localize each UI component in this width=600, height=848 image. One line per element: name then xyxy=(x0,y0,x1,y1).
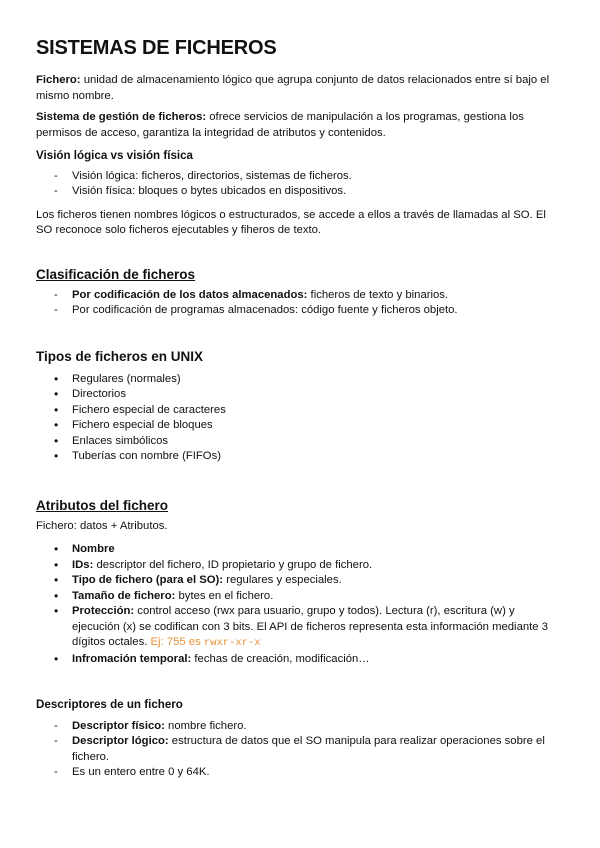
descriptor-logico-bold: Descriptor lógico: xyxy=(72,735,169,747)
fichero-definition xyxy=(36,73,564,104)
list-item: - Es un entero entre 0 y 64K. xyxy=(36,765,564,781)
list-item xyxy=(36,573,564,589)
list-item: - Visión lógica: ficheros, directorios, sistemas de ficheros. xyxy=(36,169,564,185)
clasificacion-heading: Clasificación de ficheros xyxy=(36,266,196,282)
list-item xyxy=(36,719,564,735)
list-item: • Directorios xyxy=(36,387,564,403)
list-item xyxy=(36,734,564,765)
clasificacion-item1-bold: Por codificación de los datos almacenados: xyxy=(72,288,308,301)
page-title: SISTEMAS DE FICHEROS xyxy=(36,37,277,59)
list-item: • Regulares (normales) xyxy=(36,372,564,388)
descriptor-fisico-text: nombre fichero. xyxy=(164,719,247,732)
list-item xyxy=(36,652,564,668)
descriptor-fisico-bold: Descriptor físico: xyxy=(72,719,165,732)
list-item: • Enlaces simbólicos xyxy=(36,434,564,450)
document-page xyxy=(36,36,564,781)
list-item: - Por codificación de programas almacenados: código fuente y ficheros objeto. xyxy=(36,303,564,319)
atributo-tipo-bold: Tipo de fichero (para el SO): xyxy=(72,574,224,586)
sgf-definition xyxy=(36,110,564,141)
sgf-text: ofrece servicios de manipulación a los programas, gestiona los permisos de acceso, garantiza la integridad de atributos y contenidos. xyxy=(36,111,524,139)
atributo-prot-text: control acceso (rwx para usuario, grupo y todos). Lectura (r), escritura (w) y ejecución (x) se codifican con 3 bits. El API de ficheros representa esta información mediante 3 dígitos octales. xyxy=(72,605,548,648)
descriptor-logico-text: estructura de datos que el SO manipula para realizar operaciones sobre el fichero. xyxy=(72,735,545,763)
atributo-nombre: Nombre xyxy=(72,543,115,555)
atributo-tam-text: bytes en el fichero. xyxy=(175,589,274,602)
clasificacion-list xyxy=(36,288,564,319)
atributo-temp-text: fechas de creación, modificación… xyxy=(191,652,370,665)
list-item xyxy=(36,589,564,605)
descriptores-list xyxy=(36,719,564,781)
list-item xyxy=(36,604,564,652)
list-item: - Visión física: bloques o bytes ubicados en dispositivos. xyxy=(36,184,564,200)
atributo-tipo-text: regulares y especiales. xyxy=(223,574,342,586)
tipos-heading: Tipos de ficheros en UNIX xyxy=(36,348,204,364)
nombres-paragraph: Los ficheros tienen nombres lógicos o estructurados, se accede a ellos a través de llamadas al SO. El SO reconoce solo ficheros ejecutables y fiheros de texto. xyxy=(36,208,546,236)
atributo-prot-bold: Protección: xyxy=(72,605,135,617)
fichero-text: unidad de almacenamiento lógico que agrupa conjunto de datos relacionados entre sí bajo el mismo nombre. xyxy=(36,74,550,102)
atributo-ids-text: descriptor del fichero, ID propietario y grupo de fichero. xyxy=(93,558,373,571)
list-item xyxy=(36,542,564,558)
tipos-list xyxy=(36,372,564,465)
sgf-term: Sistema de gestión de ficheros: xyxy=(36,111,207,123)
atributo-ids-bold: IDs: xyxy=(72,558,94,571)
atributos-heading: Atributos del fichero xyxy=(36,497,169,513)
atributo-tam-bold: Tamaño de fichero: xyxy=(72,589,176,602)
atributos-intro: Fichero: datos + Atributos. xyxy=(36,519,168,532)
clasificacion-item1-text: ficheros de texto y binarios. xyxy=(307,288,449,301)
atributo-prot-example-code: rwxr-xr-x xyxy=(203,637,261,649)
vision-list xyxy=(36,169,564,200)
list-item: • Fichero especial de bloques xyxy=(36,418,564,434)
fichero-term: Fichero: xyxy=(36,74,81,86)
atributo-temp-bold: Infromación temporal: xyxy=(72,652,192,665)
list-item xyxy=(36,558,564,574)
descriptores-heading: Descriptores de un fichero xyxy=(36,698,183,711)
vision-heading: Visión lógica vs visión física xyxy=(36,149,194,162)
atributo-prot-example: Ej: 755 es xyxy=(150,636,201,648)
list-item: • Fichero especial de caracteres xyxy=(36,403,564,419)
list-item: • Tuberías con nombre (FIFOs) xyxy=(36,449,564,465)
atributos-list xyxy=(36,542,564,667)
list-item xyxy=(36,288,564,304)
